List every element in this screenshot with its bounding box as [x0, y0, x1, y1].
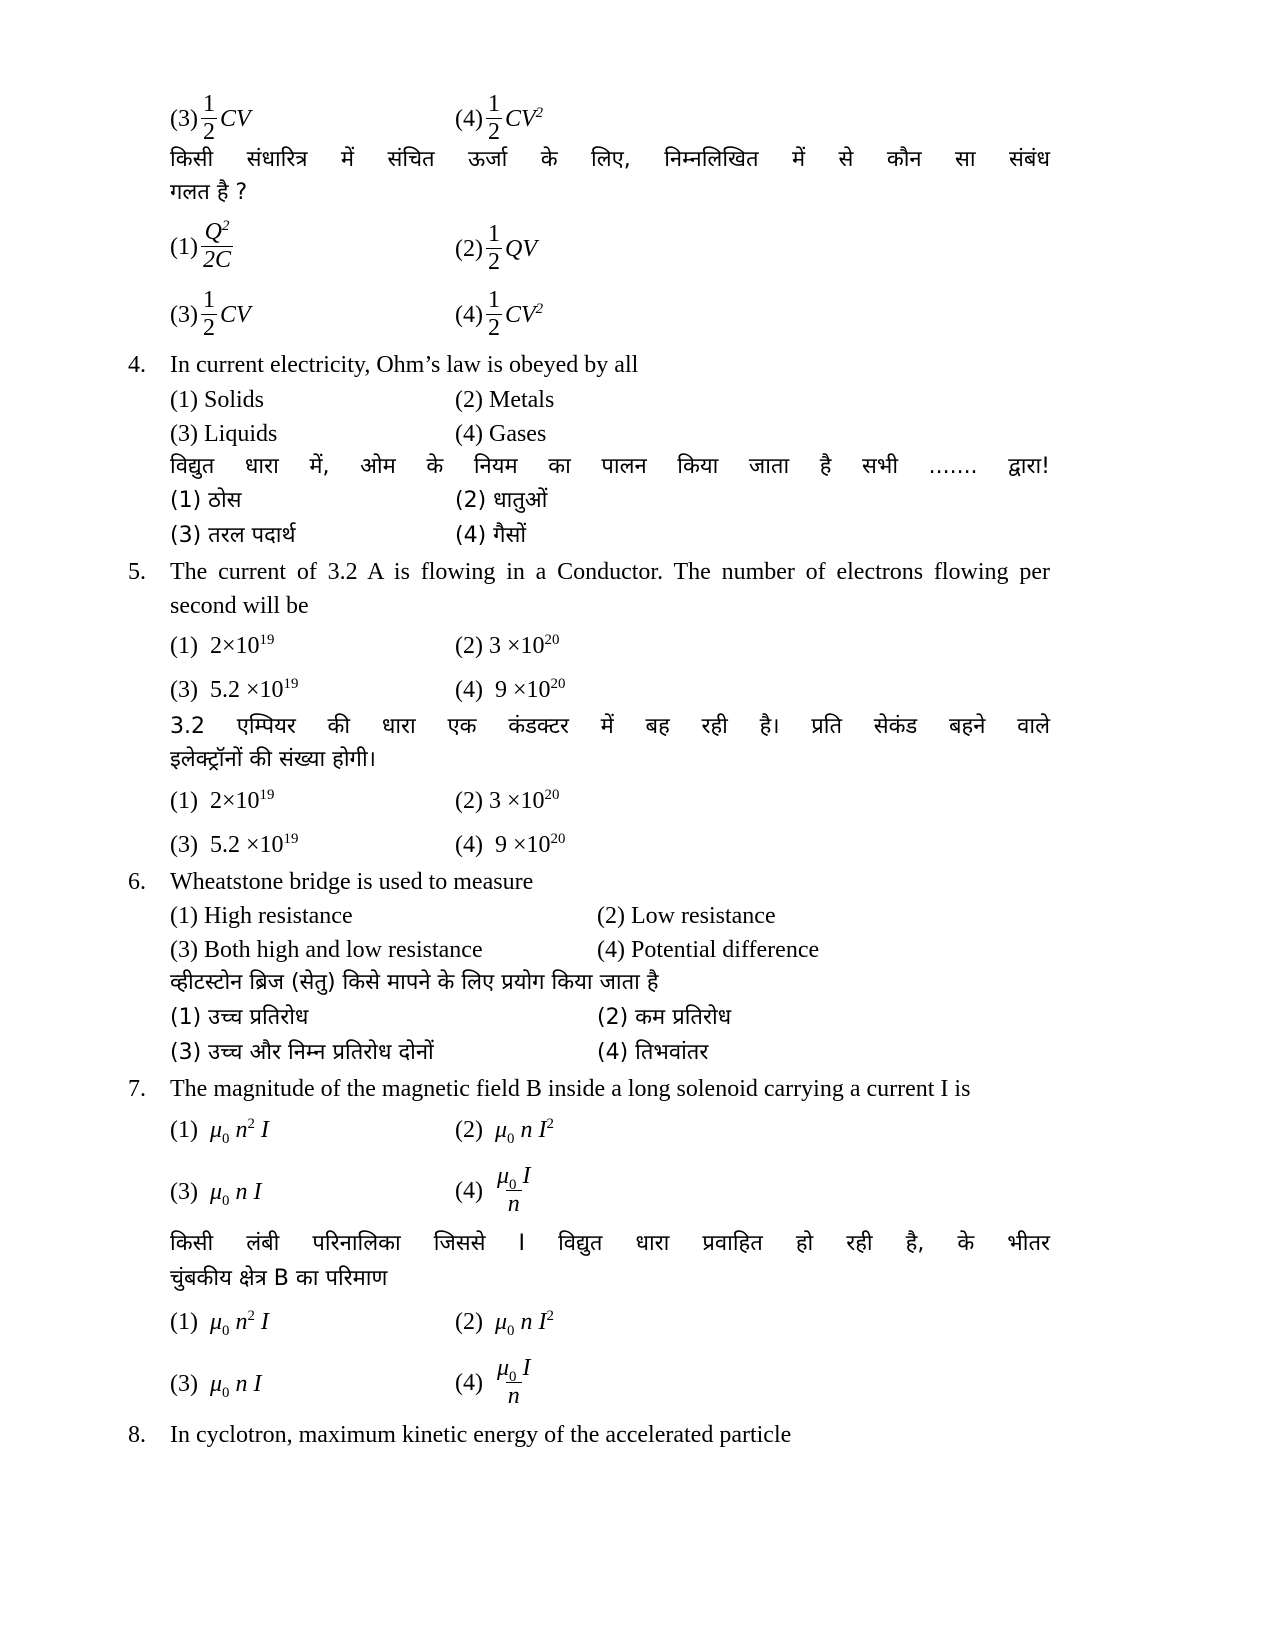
q6-hindi-question: व्हीटस्टोन ब्रिज (सेतु) किसे मापने के लिए प्रयोग किया जाता है [170, 970, 659, 995]
q7-option-3: (3) $\mu_0$ n I [170, 1179, 262, 1209]
q8-question: In cyclotron, maximum kinetic energy of the accelerated particle [170, 1422, 792, 1448]
q5-hindi-line-2: इलेक्ट्रॉनों की संख्या होगी। [170, 747, 376, 772]
q6-hindi-option-1: (1) उच्च प्रतिरोध [170, 1005, 309, 1030]
q7-question: The magnitude of the magnetic field B inside a long solenoid carrying a current I is [170, 1076, 971, 1102]
q3-option-4 [455, 288, 543, 341]
q7-option-2: (2) $\mu_0$ n $I^2$ [455, 1116, 554, 1147]
q4-option-3: (3) Liquids [170, 421, 278, 447]
q5-question-line-1: The current of 3.2 A is flowing in a Conductor. The number of electrons flowing per [170, 559, 1050, 585]
q3-option-2 [455, 222, 537, 275]
q6-option-1: (1) High resistance [170, 903, 353, 929]
q6-number: 6. [128, 869, 146, 895]
q7-hindi-option-4: (4) $\frac{\mu_0 I}{n}$ [455, 1355, 531, 1410]
q4-option-4: (4) Gases [455, 421, 547, 447]
option-number: (3) [170, 105, 198, 132]
q4-number: 4. [128, 352, 146, 378]
option-number: (1) [170, 233, 198, 260]
fraction: $\frac{1}{2}$ [202, 91, 215, 146]
expression-tail: QV [504, 235, 537, 262]
q5-number: 5. [128, 559, 146, 585]
q6-hindi-option-3: (3) उच्च और निम्न प्रतिरोध दोनों [170, 1040, 434, 1065]
fraction: $\frac{Q^2}{2C}$ [202, 218, 231, 274]
q3-top-option-4 [455, 92, 543, 145]
q4-hindi-option-2: (2) धातुओं [455, 488, 548, 513]
q5-hindi-option-2: (2) $3 \times 10^{20}$ [455, 787, 560, 814]
q5-option-3: (3) $5.2 \times 10^{19}$ [170, 676, 299, 703]
fraction: $\frac{1}{2}$ [202, 287, 215, 342]
q7-hindi-line-2: चुंबकीय क्षेत्र B का परिमाण [170, 1266, 388, 1291]
expression-tail: CV [504, 105, 536, 132]
q8-number: 8. [128, 1422, 146, 1448]
fraction: $\frac{1}{2}$ [487, 91, 500, 146]
fraction: $\frac{\mu_0 I}{n}$ [496, 1163, 531, 1218]
q4-option-2: (2) Metals [455, 387, 555, 413]
q7-option-4: (4) $\frac{\mu_0 I}{n}$ [455, 1163, 531, 1218]
q4-option-1: (1) Solids [170, 387, 265, 413]
q5-option-4: (4) $9 \times 10^{20}$ [455, 676, 566, 703]
fraction: $\frac{\mu_0 I}{n}$ [496, 1355, 531, 1410]
option-number: (4) [455, 105, 483, 132]
q5-hindi-option-1: (1) $2\times 10^{19}$ [170, 787, 275, 814]
q4-hindi-question: विद्युत धारा में, ओम के नियम का पालन किया जाता है सभी ....... द्वारा! [170, 454, 1050, 479]
q7-option-1: (1) $\mu_0$ $n^2$ I [170, 1116, 269, 1147]
fraction: $\frac{1}{2}$ [487, 221, 500, 276]
q5-hindi-line-1: 3.2 एम्पियर की धारा एक कंडक्टर में बह रही है। प्रति सेकंड बहने वाले [170, 714, 1050, 739]
q5-question-line-2: second will be [170, 593, 309, 619]
q6-hindi-option-4: (4) तिभवांतर [597, 1040, 709, 1065]
q5-option-2: (2) $3 \times 10^{20}$ [455, 632, 560, 659]
option-number: (4) [455, 301, 483, 328]
q6-option-4: (4) Potential difference [597, 937, 820, 963]
q7-hindi-option-2: (2) $\mu_0$ n $I^2$ [455, 1308, 554, 1339]
q4-hindi-option-4: (4) गैसों [455, 523, 527, 548]
q3-hindi-line-1: किसी संधारित्र में संचित ऊर्जा के लिए, निम्नलिखित में से कौन सा संबंध [170, 147, 1050, 172]
q7-hindi-option-1: (1) $\mu_0$ $n^2$ I [170, 1308, 269, 1339]
option-number: (3) [170, 301, 198, 328]
option-number: (2) [455, 235, 483, 262]
q7-number: 7. [128, 1076, 146, 1102]
q3-hindi-line-2: गलत है ? [170, 180, 248, 205]
q4-question: In current electricity, Ohm’s law is obeyed by all [170, 352, 639, 378]
q6-option-2: (2) Low resistance [597, 903, 776, 929]
q6-question: Wheatstone bridge is used to measure [170, 869, 534, 895]
q6-hindi-option-2: (2) कम प्रतिरोध [597, 1005, 732, 1030]
q6-option-3: (3) Both high and low resistance [170, 937, 483, 963]
q3-option-1 [170, 220, 233, 273]
q5-option-1: (1) $2\times 10^{19}$ [170, 632, 275, 659]
q3-option-3 [170, 288, 251, 341]
q5-hindi-option-3: (3) $5.2 \times 10^{19}$ [170, 831, 299, 858]
q4-hindi-option-3: (3) तरल पदार्थ [170, 523, 296, 548]
superscript: 2 [535, 104, 544, 121]
q3-top-option-3 [170, 92, 251, 145]
q4-hindi-option-1: (1) ठोस [170, 488, 242, 513]
q5-hindi-option-4: (4) $9 \times 10^{20}$ [455, 831, 566, 858]
expression-tail: CV [504, 301, 536, 328]
expression-tail: CV [219, 105, 251, 132]
superscript: 2 [535, 300, 544, 317]
q7-hindi-line-1: किसी लंबी परिनालिका जिससे I विद्युत धारा प्रवाहित हो रही है, के भीतर [170, 1231, 1050, 1256]
expression-tail: CV [219, 301, 251, 328]
fraction: $\frac{1}{2}$ [487, 287, 500, 342]
q7-hindi-option-3: (3) $\mu_0$ n I [170, 1371, 262, 1401]
